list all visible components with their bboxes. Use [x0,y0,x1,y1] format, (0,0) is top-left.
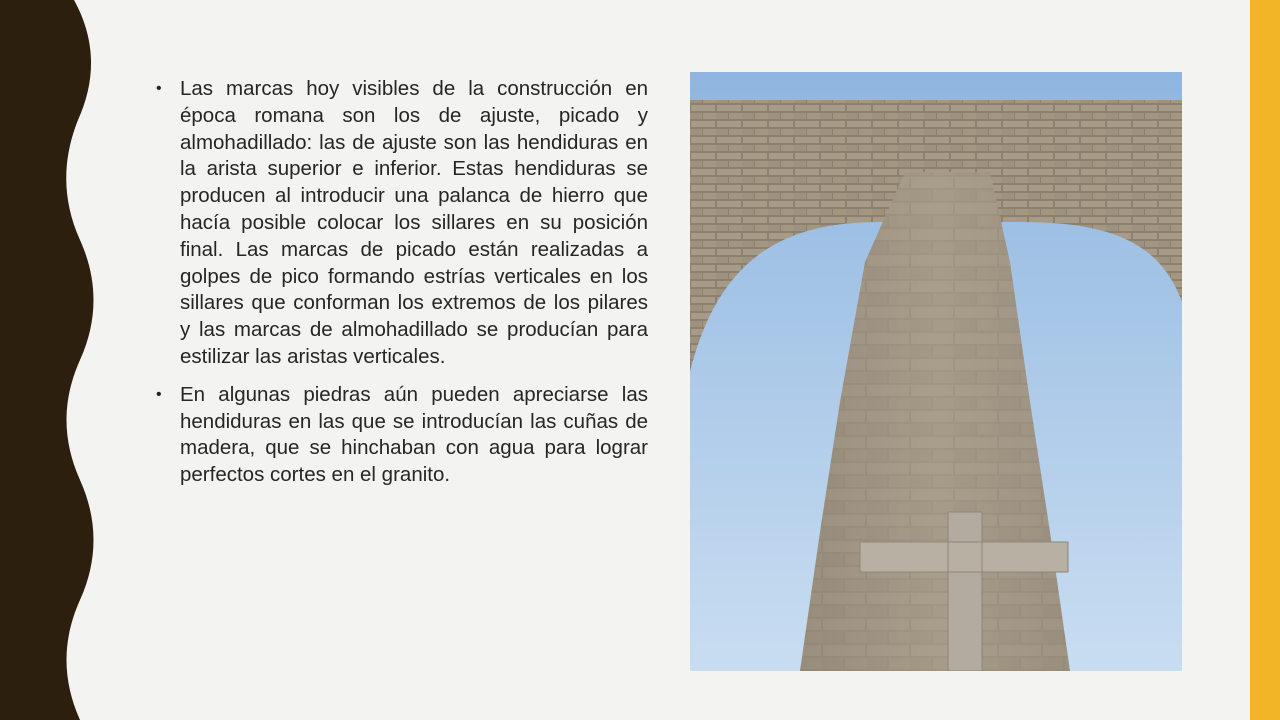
bullet-dot-icon: • [156,385,162,403]
slide-content [155,76,648,500]
bullet-text-1: Las marcas hoy visibles de la construcción en época romana son los de ajuste, picado y almohadillado: las de ajuste son las hendiduras en la arista superior e inferior. Estas hendiduras se producen al introducir una palanca de hierro que hacía posible colocar los sillares en su posición final. Las marcas de picado están realizadas a golpes de pico formando estrías verticales en los sillares que conforman los extremos de los pilares y las marcas de almohadillado se producían para estilizar las aristas verticales. [180,77,648,368]
bullet-item-1 [155,76,648,371]
bullet-dot-icon: • [156,80,162,97]
right-accent-stripe [1250,0,1280,720]
bullet-item-2 [155,382,648,489]
bullet-list [155,76,648,489]
left-decorative-border [0,0,100,720]
bullet-text-2: En algunas piedras aún pueden apreciarse las hendiduras en las que se introducían las cuñas de madera, que se hinchaban con agua para lograr perfectos cortes en el granito. [180,382,648,487]
aqueduct-photo [690,72,1182,671]
